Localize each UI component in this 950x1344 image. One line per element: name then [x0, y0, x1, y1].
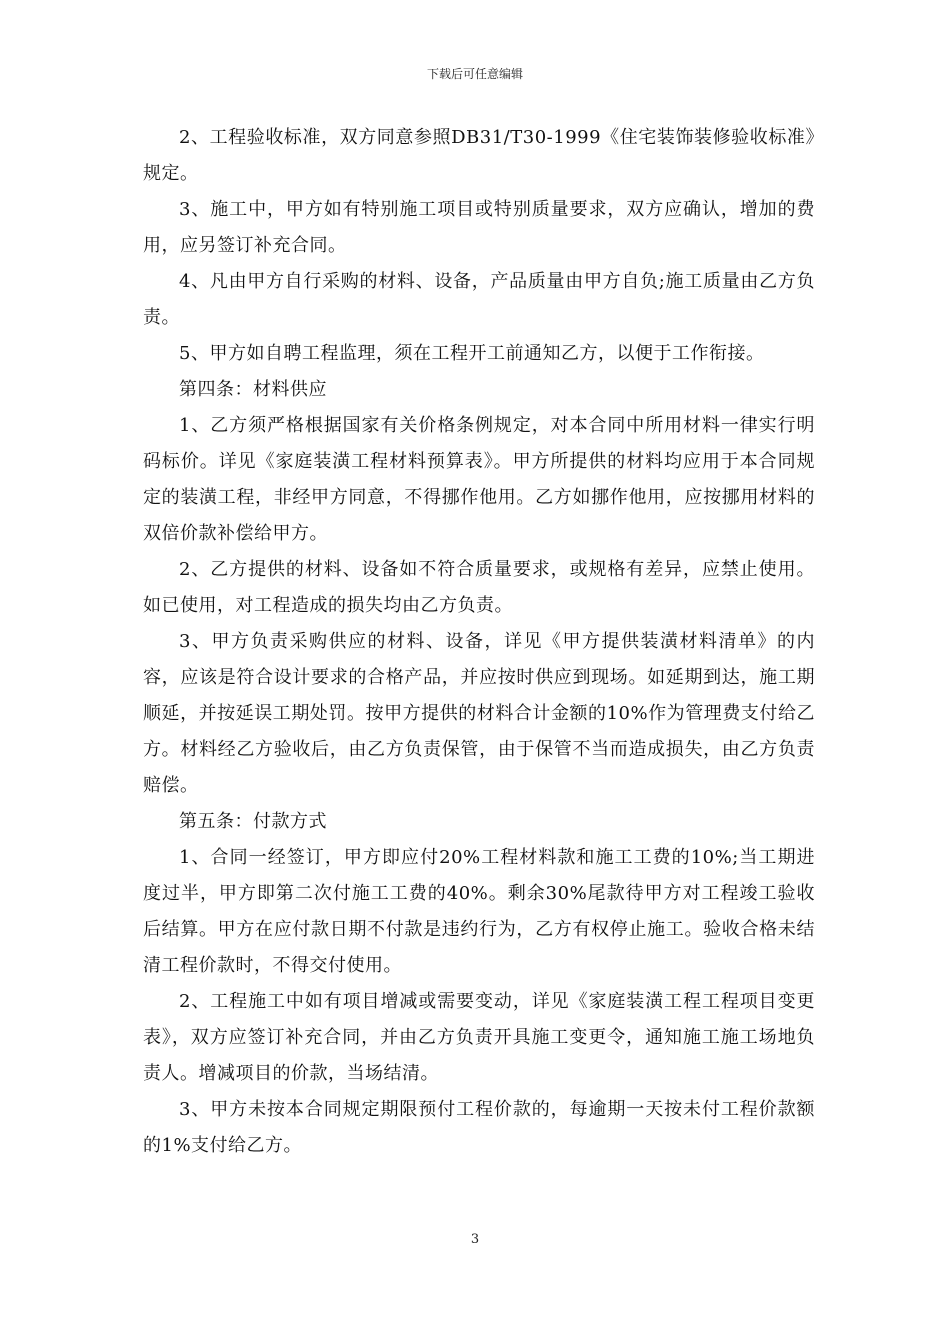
clause-4-item-2: 2、乙方提供的材料、设备如不符合质量要求，或规格有差异，应禁止使用。如已使用，对工程造成的损失均由乙方负责。 — [143, 559, 815, 616]
section-heading-material-supply: 第四条：材料供应 — [179, 379, 327, 400]
page-number: 3 — [470, 1232, 480, 1247]
clause-4-item-1: 1、乙方须严格根据国家有关价格条例规定，对本合同中所用材料一律实行明码标价。详见《家庭装潢工程材料预算表》。甲方所提供的材料均应用于本合同规定的装潢工程，非经甲方同意，不得挪作他用。乙方如挪作他用，应按挪用材料的双倍价款补偿给甲方。 — [143, 415, 815, 544]
clause-3-item-4: 4、凡由甲方自行采购的材料、设备，产品质量由甲方自负;施工质量由乙方负责。 — [143, 271, 815, 328]
clause-3-item-2: 2、工程验收标准，双方同意参照DB31/T30-1999《住宅装饰装修验收标准》规定。 — [143, 127, 815, 184]
clause-5-item-2: 2、工程施工中如有项目增减或需要变动，详见《家庭装潢工程工程项目变更表》，双方应签订补充合同，并由乙方负责开具施工变更令，通知施工施工场地负责人。增减项目的价款，当场结清。 — [143, 991, 815, 1084]
clause-4-item-3: 3、甲方负责采购供应的材料、设备，详见《甲方提供装潢材料清单》的内容，应该是符合设计要求的合格产品，并应按时供应到现场。如延期到达，施工期顺延，并按延误工期处罚。按甲方提供的材料合计金额的10%作为管理费支付给乙方。材料经乙方验收后，由乙方负责保管，由于保管不当而造成损失，由乙方负责赔偿。 — [143, 631, 815, 796]
document-body — [143, 120, 815, 1164]
clause-5-item-3: 3、甲方未按本合同规定期限预付工程价款的，每逾期一天按未付工程价款额的1%支付给乙方。 — [143, 1099, 815, 1156]
page-header: 下载后可任意编辑 — [426, 67, 523, 81]
section-heading-payment-method: 第五条：付款方式 — [179, 811, 327, 832]
clause-3-item-3: 3、施工中，甲方如有特别施工项目或特别质量要求，双方应确认，增加的费用，应另签订补充合同。 — [143, 199, 815, 256]
clause-3-item-5: 5、甲方如自聘工程监理，须在工程开工前通知乙方，以便于工作衔接。 — [179, 343, 765, 364]
clause-5-item-1: 1、合同一经签订，甲方即应付20%工程材料款和施工工费的10%;当工期进度过半，甲方即第二次付施工工费的40%。剩余30%尾款待甲方对工程竣工验收后结算。甲方在应付款日期不付款是违约行为，乙方有权停止施工。验收合格未结清工程价款时，不得交付使用。 — [143, 847, 815, 976]
